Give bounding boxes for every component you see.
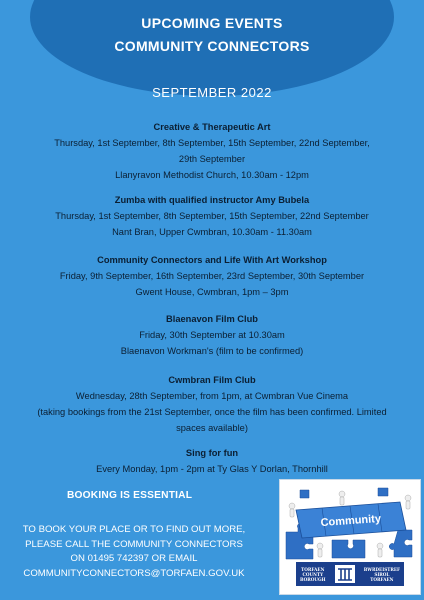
event-detail: spaces available) bbox=[176, 423, 248, 433]
council-name-en: TORFAEN COUNTY BOROUGH bbox=[300, 566, 326, 582]
event-detail: 29th September bbox=[178, 154, 246, 164]
contact-email[interactable]: COMMUNITYCONNECTORS@TORFAEN.GOV.UK bbox=[23, 567, 245, 579]
event-detail: Friday, 9th September, 16th September, 23rd September, 30th September bbox=[59, 271, 365, 281]
puzzle-word: Community bbox=[320, 512, 382, 530]
event-detail: (taking bookings from the 21st September, once the film has been confirmed. Limited bbox=[37, 407, 387, 417]
council-name-cy: BWRDEISTREF SIROL TORFAEN bbox=[363, 566, 400, 582]
event-zumba bbox=[0, 192, 424, 240]
event-title: Creative & Therapeutic Art bbox=[153, 122, 271, 132]
event-detail: Friday, 30th September at 10.30am bbox=[139, 330, 285, 340]
booking-essential-text: BOOKING IS ESSENTIAL bbox=[67, 490, 193, 501]
event-detail: Every Monday, 1pm - 2pm at Ty Glas Y Dorlan, Thornhill bbox=[96, 464, 328, 474]
torfaen-emblem-icon bbox=[335, 565, 355, 583]
community-puzzle-image bbox=[280, 480, 420, 560]
event-title: Zumba with qualified instructor Amy Bubela bbox=[114, 195, 310, 205]
month-heading: SEPTEMBER 2022 bbox=[152, 85, 272, 100]
event-detail: Llanyravon Methodist Church, 10.30am - 12pm bbox=[115, 170, 309, 180]
event-detail: Thursday, 1st September, 8th September, 15th September, 22nd September bbox=[55, 211, 369, 221]
event-title: Community Connectors and Life With Art Workshop bbox=[97, 255, 327, 265]
event-art-workshop bbox=[0, 252, 424, 300]
contact-line: PLEASE CALL THE COMMUNITY CONNECTORS bbox=[25, 538, 243, 550]
page-title-line-2: COMMUNITY CONNECTORS bbox=[114, 38, 310, 54]
event-title: Cwmbran Film Club bbox=[168, 375, 256, 385]
torfaen-council-logo bbox=[296, 562, 404, 586]
contact-line: TO BOOK YOUR PLACE OR TO FIND OUT MORE, bbox=[22, 524, 246, 535]
contact-line: ON 01495 742397 OR EMAIL bbox=[70, 553, 198, 564]
contact-info bbox=[0, 523, 268, 581]
event-detail: Gwent House, Cwmbran, 1pm – 3pm bbox=[135, 287, 289, 297]
event-cwmbran-film bbox=[0, 372, 424, 436]
event-detail: Nant Bran, Upper Cwmbran, 10.30am - 11.30am bbox=[112, 227, 312, 237]
event-sing-for-fun bbox=[0, 445, 424, 477]
event-blaenavon-film bbox=[0, 311, 424, 359]
event-detail: Thursday, 1st September, 8th September, 15th September, 22nd September, bbox=[54, 138, 370, 148]
event-title: Blaenavon Film Club bbox=[166, 314, 258, 324]
community-logo-panel bbox=[279, 479, 421, 595]
event-detail: Wednesday, 28th September, from 1pm, at Cwmbran Vue Cinema bbox=[75, 391, 349, 401]
event-creative-art bbox=[0, 119, 424, 183]
page-title-line-1: UPCOMING EVENTS bbox=[141, 15, 283, 31]
event-detail: Blaenavon Workman's (film to be confirmed) bbox=[120, 346, 304, 356]
event-title: Sing for fun bbox=[185, 448, 239, 458]
